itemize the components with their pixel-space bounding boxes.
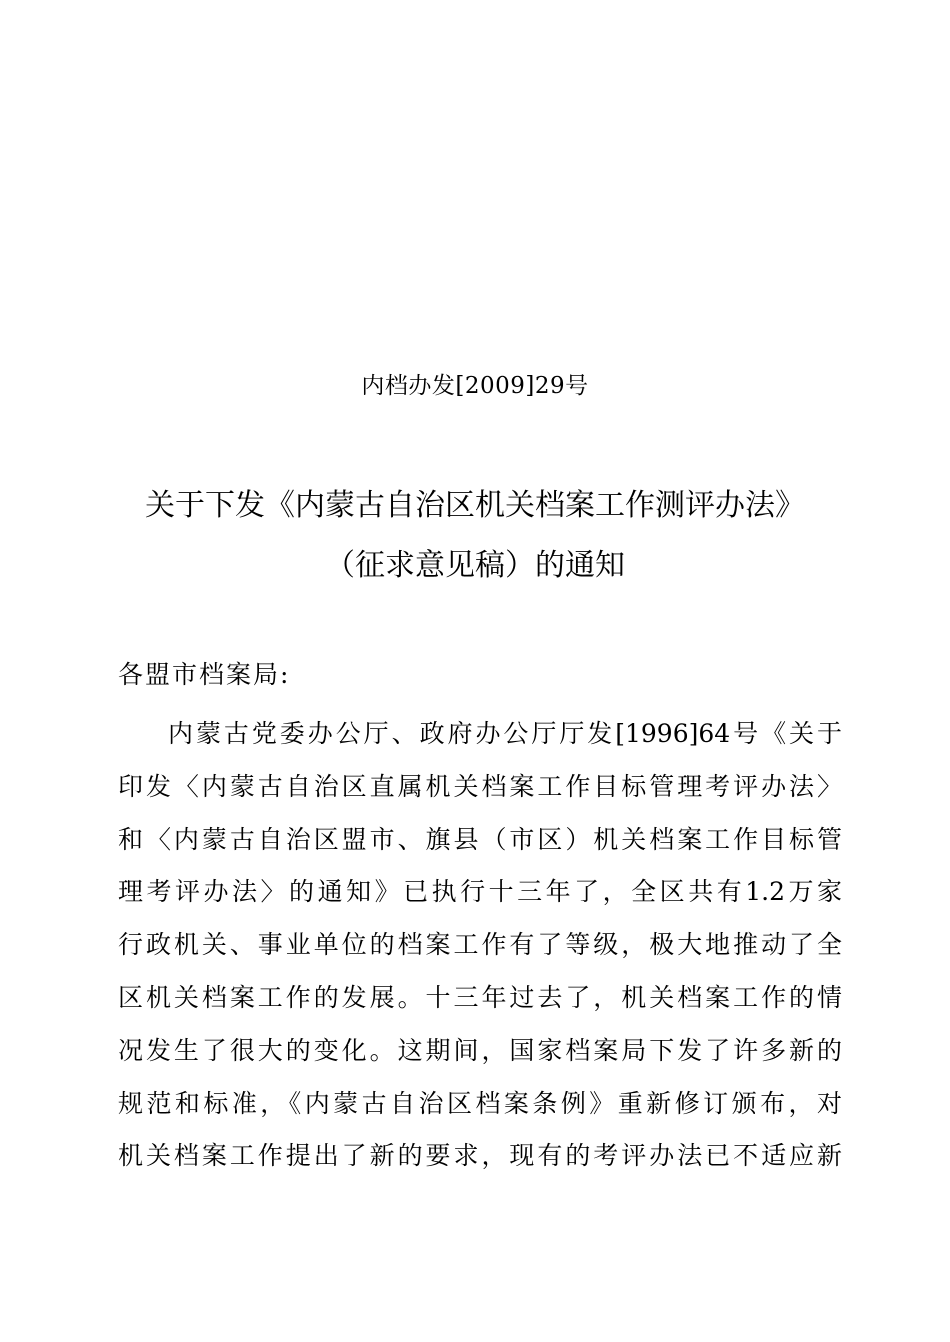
document-number: 内档办发[2009]29号 [361,373,589,399]
salutation: 各盟市档案局: [118,660,291,689]
title-line-1: 关于下发《内蒙古自治区机关档案工作测评办法》 [145,488,805,523]
body-line: 和〈内蒙古自治区盟市、旗县（市区）机关档案工作目标管 [118,824,842,854]
body-line: 内蒙古党委办公厅、政府办公厅厅发[1996]64号《关于 [168,719,842,748]
body-line: 机关档案工作提出了新的要求，现有的考评办法已不适应新 [118,1141,842,1171]
body-line: 行政机关、事业单位的档案工作有了等级，极大地推动了全 [118,930,842,960]
body-line: 理考评办法〉的通知》已执行十三年了，全区共有1.2万家 [118,877,842,907]
body-line: 况发生了很大的变化。这期间，国家档案局下发了许多新的 [118,1035,842,1065]
body-line: 区机关档案工作的发展。十三年过去了，机关档案工作的情 [118,982,842,1012]
body-line: 印发〈内蒙古自治区直属机关档案工作目标管理考评办法〉 [118,771,842,801]
document-title [60,476,890,596]
body-line: 规范和标准，《内蒙古自治区档案条例》重新修订颁布，对 [118,1088,842,1118]
body-paragraph [118,708,842,1183]
title-line-2: （征求意见稿）的通知 [325,548,625,583]
